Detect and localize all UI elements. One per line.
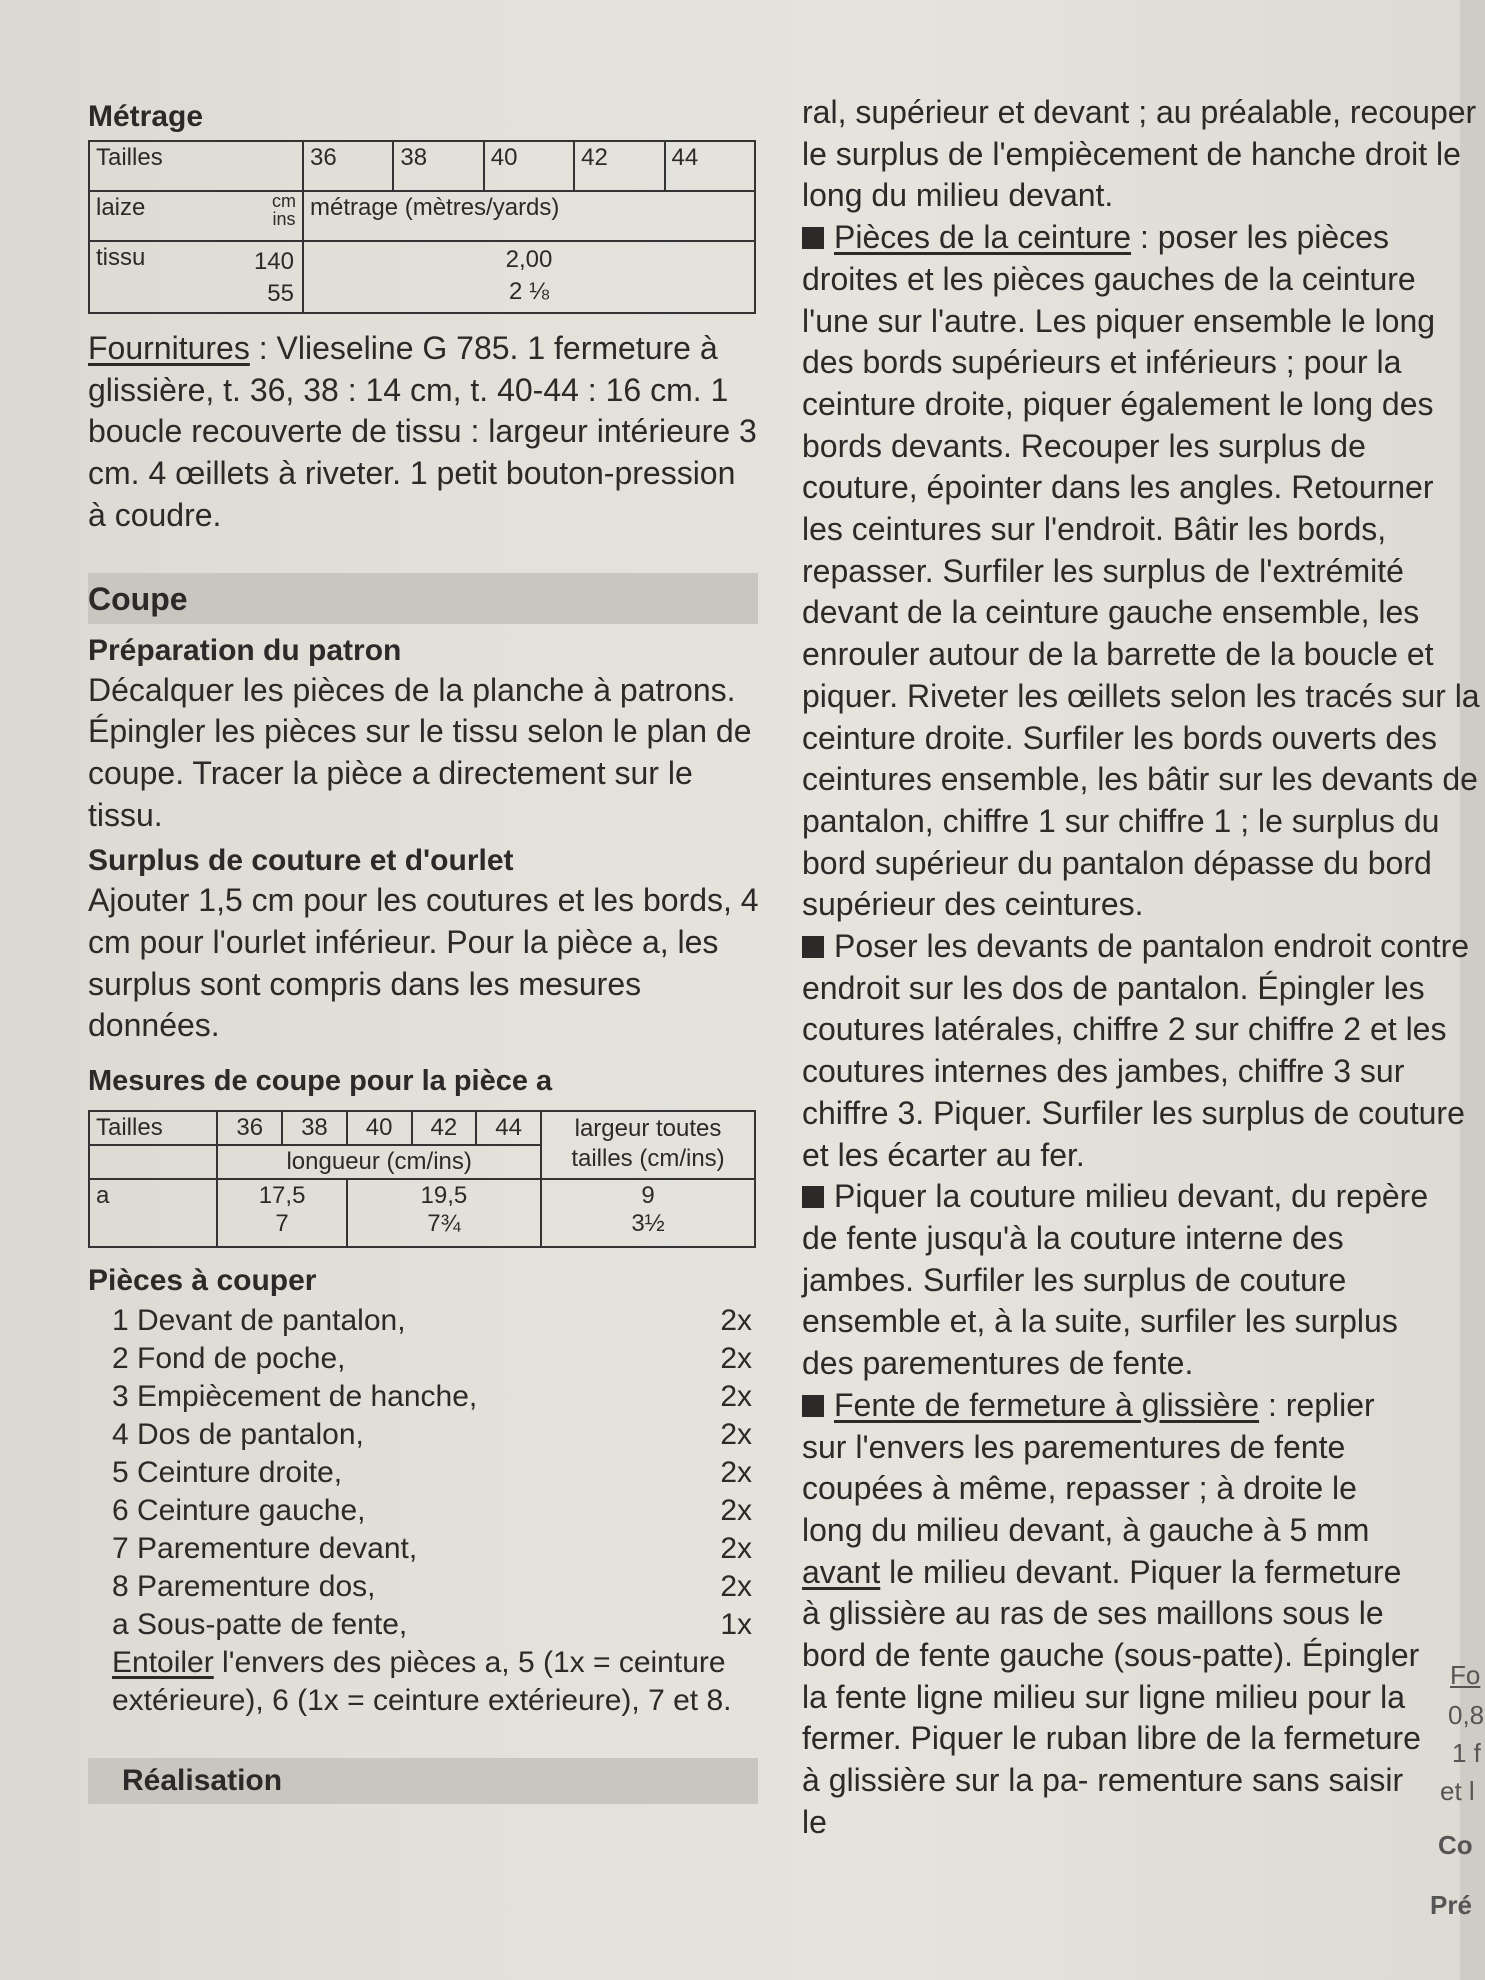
cut-len-small-cm: 17,5	[258, 1182, 306, 1210]
clipped-pre: Pré	[1430, 1890, 1472, 1920]
list-item: a Sous-patte de fente, 1x	[112, 1608, 752, 1642]
cut-sizes-label: Tailles	[89, 1111, 217, 1145]
pieces-title: Pièces à couper	[88, 1264, 317, 1298]
measure-label: métrage (mètres/yards)	[303, 191, 755, 241]
entoiler-label: Entoiler	[112, 1646, 214, 1680]
fabric-width-ins: 55	[267, 280, 294, 307]
clipped-etl: et l	[1440, 1776, 1475, 1806]
cut-width	[541, 1179, 755, 1247]
pieces-list	[88, 1302, 760, 1644]
clipped-co: Co	[1438, 1830, 1473, 1860]
cut-size-44: 44	[476, 1111, 541, 1145]
bullet-square-icon	[802, 936, 824, 958]
size-44: 44	[665, 141, 756, 191]
prep-title: Préparation du patron	[88, 633, 402, 667]
right-p2	[802, 217, 1482, 926]
fente-label: Fente de fermeture à glissière	[834, 1386, 1260, 1423]
cut-width-in: 3½	[631, 1210, 665, 1238]
list-item: 2 Fond de poche, 2x	[112, 1342, 752, 1376]
list-item: 1 Devant de pantalon, 2x	[112, 1304, 752, 1338]
cut-empty-cell	[89, 1145, 217, 1179]
bullet-square-icon	[802, 1395, 824, 1417]
metrage-table	[88, 140, 756, 314]
list-item: 3 Empiècement de hanche, 2x	[112, 1380, 752, 1414]
realisation-heading: Réalisation	[88, 1758, 758, 1804]
coupe-heading: Coupe	[88, 573, 758, 624]
ceinture-label: Pièces de la ceinture	[834, 219, 1132, 256]
size-38: 38	[393, 141, 483, 191]
clipped-08: 0,8	[1448, 1700, 1485, 1730]
fabric-width-cm: 140	[253, 248, 294, 275]
value-yd: 2 ⅛	[508, 278, 550, 305]
size-40: 40	[484, 141, 574, 191]
fabric-label: tissu	[96, 244, 146, 271]
fabric-value-cell	[303, 241, 755, 313]
measures-title: Mesures de coupe pour la pièce a	[88, 1065, 553, 1098]
right-p1: ral, supérieur et devant ; au préalable, recouper le surplus de l'empiècement de hanche droit le long du milieu devant.	[802, 94, 1477, 214]
clipped-1f: 1 f	[1452, 1738, 1481, 1768]
cut-len-small	[217, 1179, 346, 1247]
prep-text: Décalquer les pièces de la planche à patrons. Épingler les pièces sur le tissu selon le plan de coupe. Tracer la pièce a directement sur le tissu.	[88, 671, 752, 833]
right-p3: Poser les devants de pantalon endroit contre endroit sur les dos de pantalon. Épingler les coutures latérales, chiffre 2 sur chiffre 2 et les coutures internes des jambes, chiffre 3 sur chiffre 3. Piquer. Surfiler les surplus de couture et les écarter au fer.	[802, 928, 1470, 1173]
ceinture-text: : poser les pièces droites et les pièces gauches de la ceinture l'une sur l'autre. Les piquer ensemble le long des bords supérieurs et inférieurs ; pour la ceinture droite, piquer également le long des bords devants. Recouper les surplus de couture, épointer dans les angles. Retourner les ceintures sur l'endroit. Bâtir les bords, repasser. Surfiler les surplus de l'extrémité devant de la ceinture gauche ensemble, les enrouler autour de la barrette de la boucle et piquer. Riveter les œillets selon les tracés sur la ceinture droite. Surfiler les bords ouverts des ceintures ensemble, les bâtir sur les devants de pantalon, chiffre 1 sur chiffre 1 ; le surplus du bord supérieur du pantalon dépasse du bord supérieur des ceintures.	[802, 219, 1480, 923]
cut-len-large	[347, 1179, 541, 1247]
value-m: 2,00	[505, 246, 553, 273]
cut-len-large-in: 7¾	[427, 1210, 461, 1238]
cut-width-header: largeur toutes tailles (cm/ins)	[541, 1111, 755, 1179]
avant-word: avant	[802, 1553, 881, 1590]
list-item: 6 Ceinture gauche, 2x	[112, 1494, 752, 1528]
width-label-cell	[89, 191, 303, 241]
clipped-fo: Fo	[1450, 1660, 1481, 1690]
list-item: 4 Dos de pantalon, 2x	[112, 1418, 752, 1452]
size-42: 42	[574, 141, 664, 191]
fournitures-text: : Vlieseline G 785. 1 fermeture à glissière, t. 36, 38 : 14 cm, t. 40-44 : 16 cm. 1 boucle recouverte de tissu : largeur intérieure 3 cm. 4 œillets à riveter. 1 petit bouton-pression à coudre.	[88, 330, 757, 533]
cut-size-42: 42	[412, 1111, 477, 1145]
unit-cm: cm	[272, 191, 296, 211]
right-p5: Fente de fermeture à glissière : replier sur l'envers les parementures de fente coupées à même, repasser ; à droite le long du milieu devant, à gauche à 5 mm avant le milieu devant. Piquer la fermeture à glissière au ras de ses maillons sous le bord de fente gauche (sous-patte). Épingler la fente ligne milieu sur ligne milieu pour la fermer. Piquer le ruban libre de la fermeture à glissière sur la pa- rementure sans saisir le	[802, 1386, 1421, 1840]
cut-piece: a	[89, 1179, 217, 1247]
size-36: 36	[303, 141, 393, 191]
cut-length-header: longueur (cm/ins)	[217, 1145, 541, 1179]
width-label: laize	[96, 194, 146, 221]
surplus-text: Ajouter 1,5 cm pour les coutures et les bords, 4 cm pour l'ourlet inférieur. Pour la pièce a, les surplus sont compris dans les mesures données.	[88, 882, 759, 1044]
unit-ins: ins	[272, 209, 296, 229]
right-p4: Piquer la couture milieu devant, du repère de fente jusqu'à la couture interne des jambes. Surfiler les surplus de couture ensemble et, à la suite, surfiler les surplus des parementures de fente.	[802, 1178, 1429, 1382]
cut-len-small-in: 7	[275, 1210, 289, 1238]
cut-size-36: 36	[217, 1111, 282, 1145]
right-column	[802, 92, 1485, 1844]
list-item: 5 Ceinture droite, 2x	[112, 1456, 752, 1490]
fabric-cell	[89, 241, 303, 313]
cut-width-cm: 9	[641, 1182, 655, 1210]
metrage-title: Métrage	[88, 100, 204, 133]
cut-table	[88, 1110, 756, 1248]
left-column	[88, 100, 760, 1804]
list-item: 7 Parementure devant, 2x	[112, 1532, 752, 1566]
fournitures-paragraph	[88, 328, 760, 537]
fournitures-label: Fournitures	[88, 330, 250, 366]
cut-size-38: 38	[282, 1111, 347, 1145]
surplus-title: Surplus de couture et d'ourlet	[88, 844, 514, 878]
bullet-square-icon	[802, 227, 824, 249]
sizes-label: Tailles	[89, 141, 303, 191]
entoiler-paragraph	[88, 1644, 760, 1720]
cut-len-large-cm: 19,5	[420, 1182, 468, 1210]
list-item: 8 Parementure dos, 2x	[112, 1570, 752, 1604]
entoiler-text: l'envers des pièces a, 5 (1x = ceinture extérieure), 6 (1x = ceinture extérieure), 7 et 8.	[112, 1646, 732, 1718]
cut-size-40: 40	[347, 1111, 412, 1145]
bullet-square-icon	[802, 1186, 824, 1208]
